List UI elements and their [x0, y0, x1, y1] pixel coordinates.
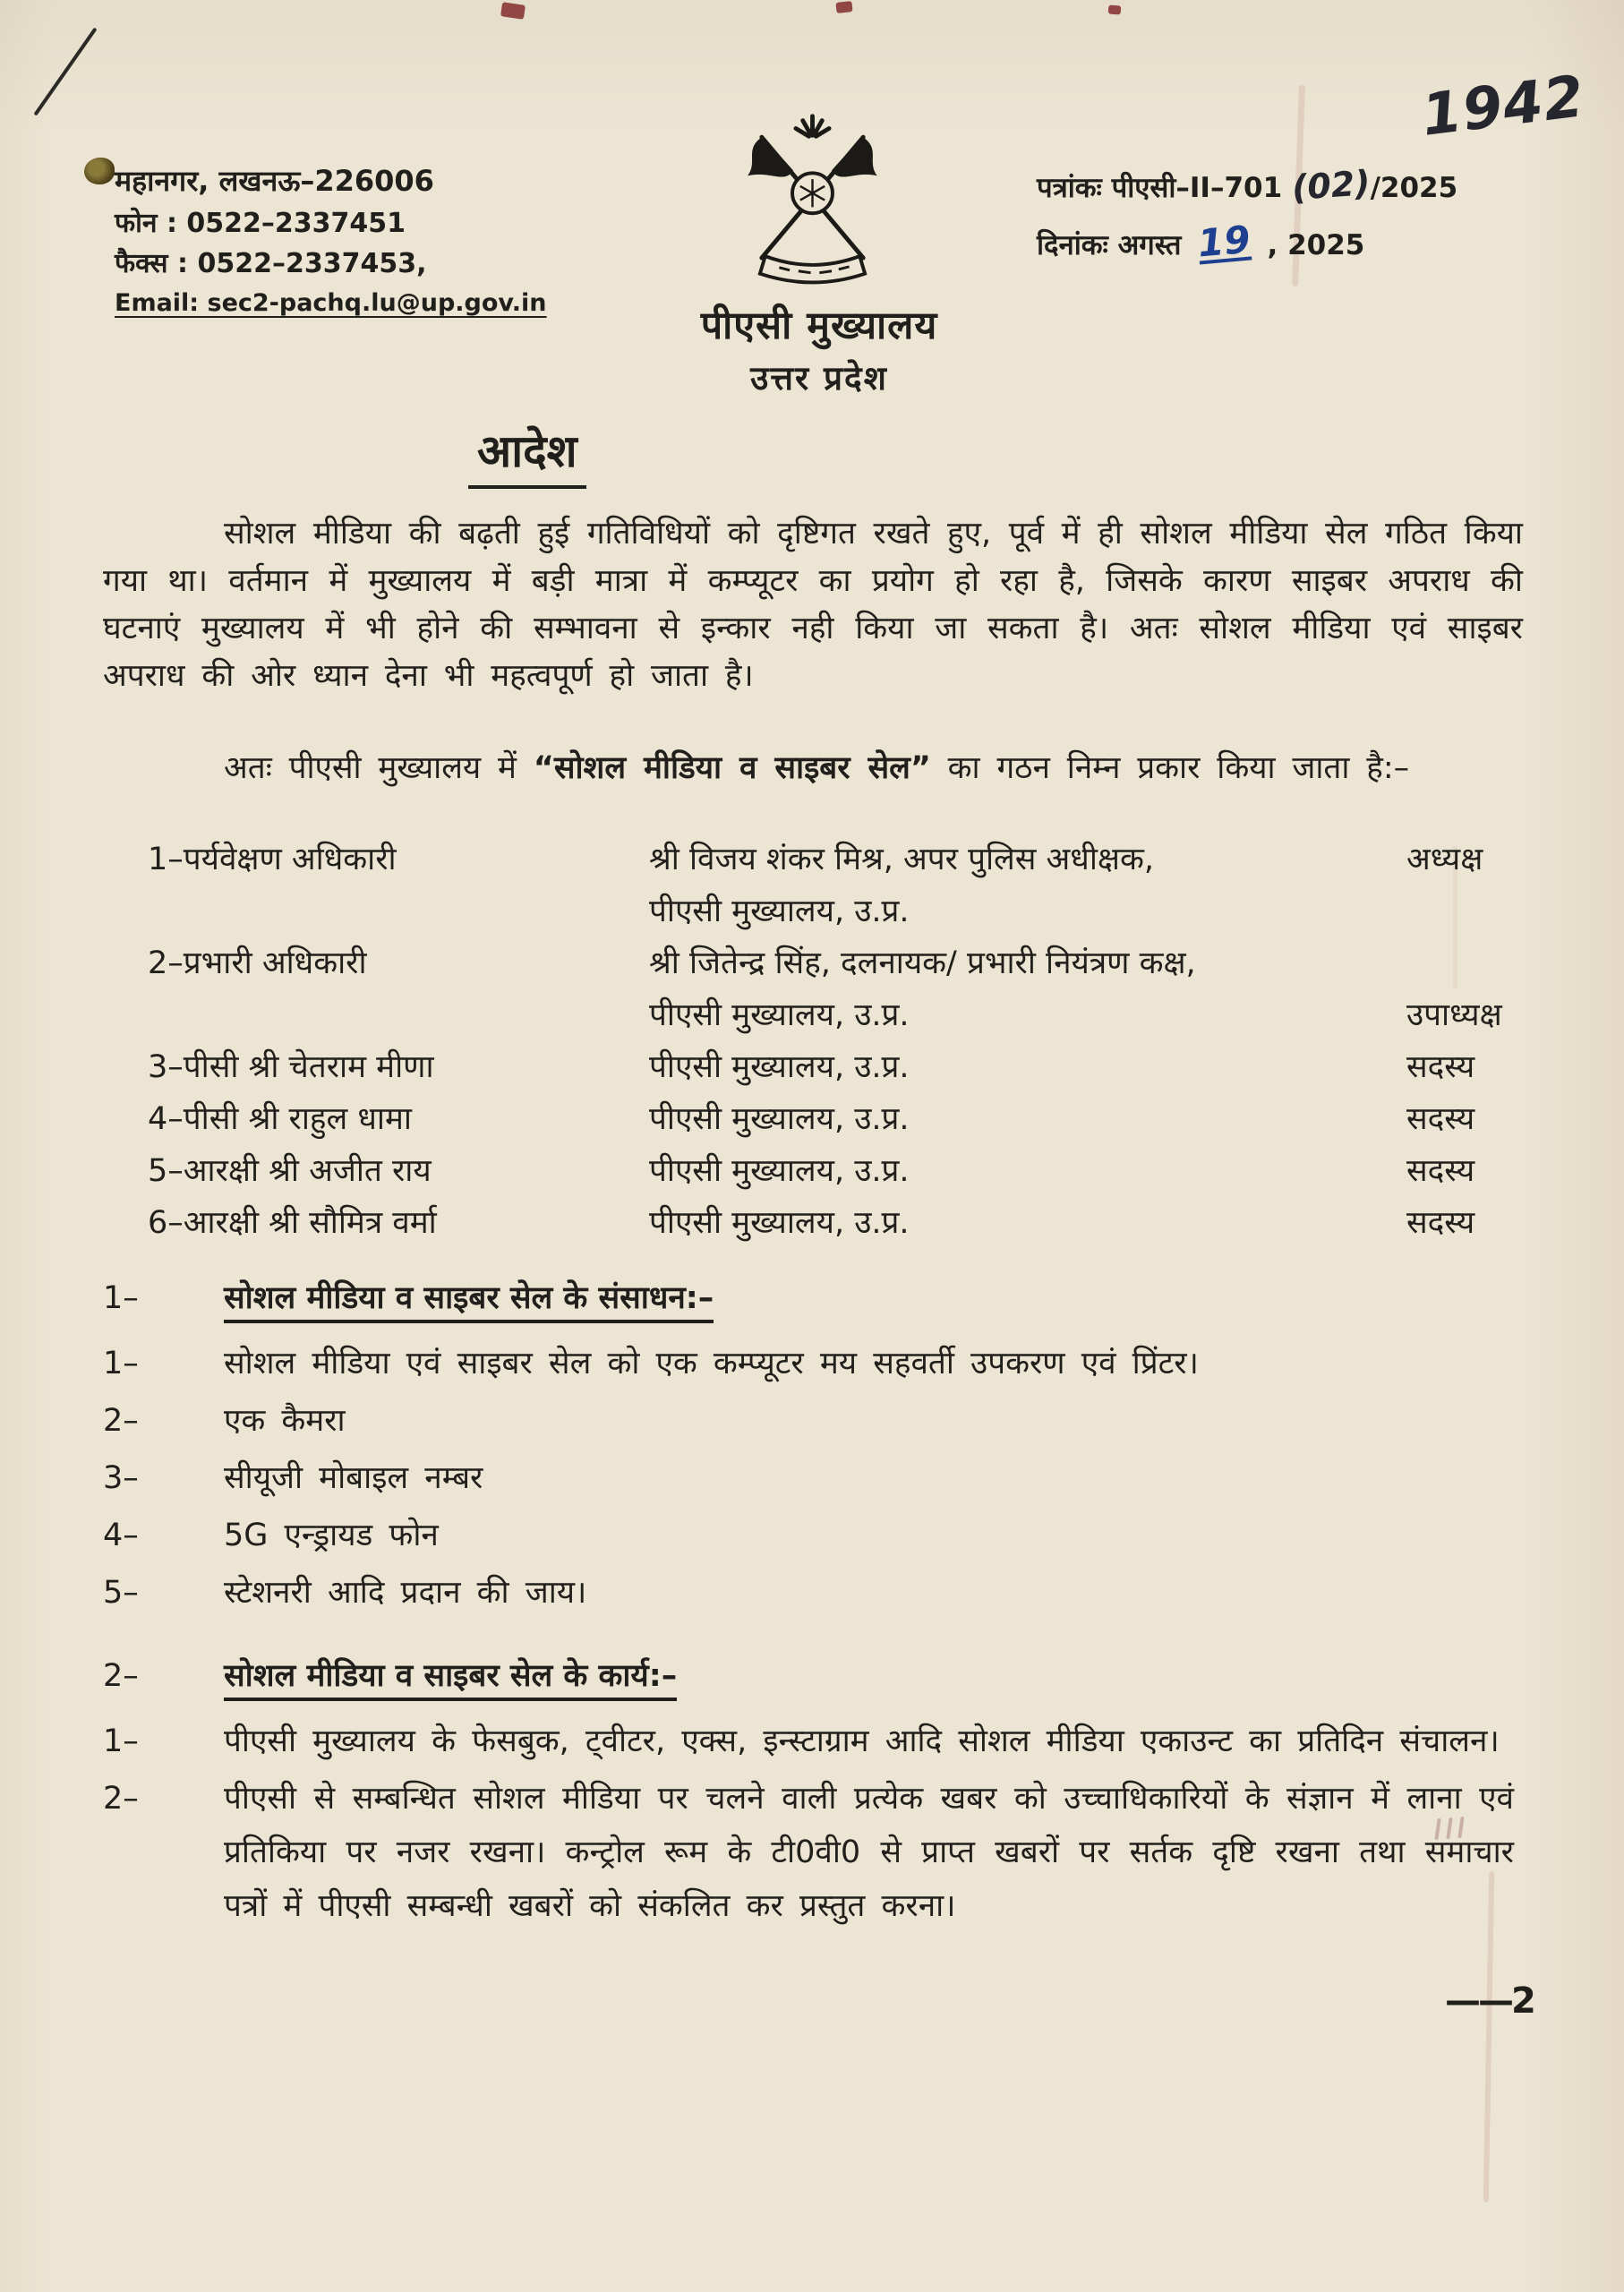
- section-item-text: सोशल मीडिया एवं साइबर सेल को एक कम्प्यूटर मय सहवर्ती उपकरण एवं प्रिंटर।: [224, 1346, 1199, 1381]
- committee-detail-line: पीएसी मुख्यालय, उ.प्र.: [649, 997, 910, 1033]
- committee-detail: [649, 937, 1365, 1041]
- committee-designation: 3–पीसी श्री चेतराम मीणा: [148, 1049, 434, 1085]
- section-item: [103, 1715, 1523, 1768]
- committee-detail: [649, 1197, 1365, 1249]
- committee-row: [148, 1041, 1523, 1093]
- section-item-number: 2–: [103, 1781, 139, 1817]
- section-heading-text: सोशल मीडिया व साइबर सेल के संसाधन:–: [224, 1280, 714, 1323]
- section-item-number: 5–: [103, 1575, 139, 1611]
- address-line: महानगर, लखनऊ–226006: [115, 164, 434, 198]
- committee-designation: 4–पीसी श्री राहुल धामा: [148, 1101, 412, 1137]
- committee-designation: 1–पर्यवेक्षण अधिकारी: [148, 842, 397, 877]
- section-item-text: पीएसी मुख्यालय के फेसबुक, ट्वीटर, एक्स, इन्स्टाग्राम आदि सोशल मीडिया एकाउन्ट का प्रतिदिन संचालन।: [224, 1723, 1500, 1759]
- pac-crossed-flags-emblem-icon: [707, 107, 918, 300]
- reference-number-line: [1037, 159, 1457, 212]
- ref-prefix: पत्रांकः पीएसी–II–701: [1037, 172, 1283, 204]
- committee-detail: [649, 1041, 1365, 1093]
- section-item-text: पीएसी से सम्बन्धित सोशल मीडिया पर चलने वाली प्रत्येक खबर को उच्चाधिकारियों के संज्ञान में लाना एवं प्रतिकिया पर नजर रखना। कन्ट्रोल रूम के टी0वी0 से प्राप्त खबरों पर सर्तक दृष्टि रखना तथा समाचार पत्रों में पीएसी सम्बन्धी खबरों को संकलित कर प्रस्तुत करना।: [224, 1781, 1514, 1924]
- section-heading-text: सोशल मीडिया व साइबर सेल के कार्य:–: [224, 1658, 677, 1701]
- date-day-handwritten: 19: [1196, 217, 1252, 266]
- phone-line: फोन : 0522–2337451: [115, 207, 406, 239]
- committee-detail-line: पीएसी मुख्यालय, उ.प्र.: [649, 894, 910, 929]
- committee-list: [103, 834, 1523, 1249]
- section-item-number: 4–: [103, 1518, 139, 1553]
- section-item-text: सीयूजी मोबाइल नम्बर: [224, 1460, 483, 1496]
- section-item: [103, 1566, 1523, 1620]
- section-item-number: 1–: [103, 1723, 139, 1759]
- section-item-number: 2–: [103, 1403, 139, 1439]
- section-item: [103, 1394, 1523, 1448]
- committee-detail: [649, 1145, 1365, 1197]
- paragraph-formation-post: का गठन निम्न प्रकार किया जाता है:–: [930, 750, 1410, 786]
- committee-detail-line: श्री विजय शंकर मिश्र, अपर पुलिस अधीक्षक,: [649, 842, 1154, 877]
- ref-handwritten-number: (02): [1290, 162, 1372, 209]
- red-ink-mark: [1108, 5, 1122, 15]
- committee-role: सदस्य: [1406, 1049, 1475, 1085]
- fax-line: फैक्स : 0522–2337453,: [115, 248, 427, 280]
- committee-detail-line: पीएसी मुख्यालय, उ.प्र.: [649, 1101, 910, 1137]
- paragraph-intro: सोशल मीडिया की बढ़ती हुई गतिविधियों को दृष्टिगत रखते हुए, पूर्व में ही सोशल मीडिया सेल गठित किया गया था। वर्तमान में मुख्यालय में बड़ी मात्रा में कम्प्यूटर का प्रयोग हो रहा है, जिसके कारण साइबर अपराध की घटनाएं मुख्यालय में भी होने की सम्भावना से इन्कार नही किया जा सकता है। अतः सोशल मीडिया एवं साइबर अपराध की ओर ध्यान देना भी महत्वपूर्ण हो जाता है।: [103, 516, 1523, 694]
- email-line: Email: sec2-pachq.lu@up.gov.in: [115, 288, 547, 317]
- committee-detail: [649, 834, 1365, 937]
- section-number: 2–: [103, 1658, 139, 1694]
- committee-designation: 6–आरक्षी श्री सौमित्र वर्मा: [148, 1205, 437, 1241]
- committee-row: [148, 834, 1523, 937]
- section-item-text: 5G एन्ड्रायड फोन: [224, 1518, 439, 1553]
- page-number: ——2: [1445, 1980, 1534, 2022]
- committee-row: [148, 1197, 1523, 1249]
- pen-stroke-mark: [34, 28, 98, 116]
- dispatch-number-handwritten: 1942: [1418, 64, 1588, 150]
- committee-role: सदस्य: [1406, 1205, 1475, 1241]
- section-item-text: स्टेशनरी आदि प्रदान की जाय।: [224, 1575, 587, 1611]
- section-item-number: 3–: [103, 1460, 139, 1496]
- ink-blot-icon: [84, 158, 115, 184]
- paragraph-formation: [103, 745, 1523, 792]
- section-functions: [103, 1650, 1523, 1933]
- ref-suffix: /2025: [1370, 172, 1458, 204]
- date-line: [1037, 212, 1457, 270]
- section-heading-row: [103, 1650, 1523, 1702]
- committee-role: सदस्य: [1406, 1101, 1475, 1137]
- document-body: [103, 419, 1523, 1937]
- order-title: आदेश: [468, 419, 586, 489]
- section-item-text: एक कैमरा: [224, 1403, 346, 1439]
- red-ink-mark: [500, 2, 526, 19]
- committee-role: सदस्य: [1406, 1153, 1475, 1189]
- committee-role: उपाध्यक्ष: [1406, 997, 1502, 1033]
- committee-detail-line: पीएसी मुख्यालय, उ.प्र.: [649, 1049, 910, 1085]
- reference-block: [1037, 159, 1457, 270]
- letterhead-address-block: [115, 159, 547, 321]
- section-item: [103, 1451, 1523, 1505]
- committee-row: [148, 1093, 1523, 1145]
- committee-role: अध्यक्ष: [1406, 842, 1483, 877]
- section-item: [103, 1337, 1523, 1390]
- paragraph-formation-pre: अतः पीएसी मुख्यालय में: [224, 750, 534, 786]
- section-heading-row: [103, 1272, 1523, 1324]
- committee-detail: [649, 1093, 1365, 1145]
- committee-row: [148, 937, 1523, 1041]
- org-region: उत्तर प्रदेश: [750, 359, 888, 398]
- section-heading: [224, 1650, 1523, 1702]
- committee-designation: 2–प्रभारी अधिकारी: [148, 945, 367, 981]
- committee-row: [148, 1145, 1523, 1197]
- committee-detail-line: पीएसी मुख्यालय, उ.प्र.: [649, 1153, 910, 1189]
- committee-designation: 5–आरक्षी श्री अजीत राय: [148, 1153, 432, 1189]
- date-suffix: , 2025: [1267, 228, 1365, 261]
- cell-name-bold: “सोशल मीडिया व साइबर सेल”: [533, 750, 931, 786]
- org-name: पीएसी मुख्यालय: [700, 304, 938, 348]
- section-number: 1–: [103, 1280, 139, 1316]
- org-title-block: [627, 297, 1012, 399]
- committee-detail-line: श्री जितेन्द्र सिंह, दलनायक/ प्रभारी नियंत्रण कक्ष,: [649, 945, 1196, 981]
- committee-detail-line: पीएसी मुख्यालय, उ.प्र.: [649, 1205, 910, 1241]
- section-item: [103, 1509, 1523, 1562]
- section-heading: [224, 1272, 1523, 1324]
- red-ink-mark: [835, 1, 852, 13]
- section-resources: [103, 1272, 1523, 1620]
- date-prefix: दिनांकः अगस्त: [1037, 228, 1182, 261]
- section-item: [103, 1772, 1523, 1933]
- section-item-number: 1–: [103, 1346, 139, 1381]
